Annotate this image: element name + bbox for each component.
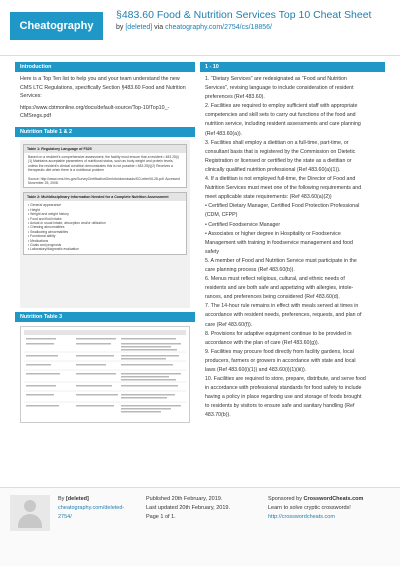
table-2-item: • Medications xyxy=(28,238,49,243)
footer-author-link[interactable]: cheatography.com/deleted-2754/ xyxy=(58,505,125,520)
table-1-caption: Table 1: Regulatory Language of F325 xyxy=(24,145,186,153)
table-2-item: • Laboratory/diagnostic evaluation xyxy=(28,247,79,252)
list-line: • Certified Dietary Manager, Certified Food Protection Professional xyxy=(205,203,360,210)
table-3-thumbnail xyxy=(21,327,189,423)
table-2 xyxy=(23,192,187,254)
footer-dates xyxy=(146,495,230,522)
intro-text: Here is a Top Ten list to help you and your team understand the new CMS LTC Regulations, specifically Section §483.60 Food and Nutrition Services: xyxy=(20,76,186,100)
list-line: rances, and preferences being considered (Ref 483.60(d). xyxy=(205,294,340,301)
nutrition-table-3-image xyxy=(20,326,190,423)
table-2-item: • General appearance xyxy=(28,203,62,208)
list-line: 6. Menus must reflect religious, cultural, and ethnic needs of xyxy=(205,276,345,283)
list-line: nutrition service, including resident assessments and care planning xyxy=(205,121,361,128)
table-2-item: • Chewing abnormalities xyxy=(28,225,65,230)
updated-date: Last updated 20th February, 2019. xyxy=(146,505,230,511)
list-line: meet applicable state requirements: (Ref 483.60(a)(2)) xyxy=(205,194,332,201)
list-line: safety xyxy=(205,248,220,255)
author-avatar xyxy=(10,495,50,531)
list-line: consultant basis that is registered by the Commission on Dietetic xyxy=(205,148,356,155)
list-line: (Ref 483.60(a)). xyxy=(205,130,243,137)
table-2-item: • Food and fluid intake xyxy=(28,216,62,221)
list-line: Registration or licensed or certified by the state as a dietitian or xyxy=(205,157,352,164)
footer-author-line xyxy=(58,495,120,504)
footer-author xyxy=(58,495,125,522)
list-line: producers, farmers or growers in accordance with state and local xyxy=(205,357,356,364)
section-heading-introduction: Introduction xyxy=(15,62,195,72)
list-line: clinically qualified nutrition professional (Ref 483.60(a)(1)). xyxy=(205,166,341,173)
list-line: residents and are both safe and appetizing with allergies, intole- xyxy=(205,285,354,292)
byline xyxy=(116,24,272,31)
list-line: 3. Facilities shall employ a dietitian on a full-time, part-time, or xyxy=(205,139,349,146)
list-line: • Certified Foodservice Manager xyxy=(205,221,281,228)
intro-link[interactable]: https://www.cbtmonline.org/docs/default-source/Top-10/Top10_-CMSregs.pdf xyxy=(20,104,170,120)
list-line: 8. Provisions for adaptive equipment continue to be provided in xyxy=(205,330,352,337)
list-line: accordance with the plan of care (Ref 483.60(g)). xyxy=(205,339,320,346)
table-2-item: • Goals and prognosis xyxy=(28,243,62,248)
page-header xyxy=(0,0,400,56)
sheet-link[interactable]: cheatography.com/2754/cs/18856/ xyxy=(165,24,272,31)
list-line: 483.70(b)). xyxy=(205,412,231,419)
list-line: care (Ref 483.60(f)). xyxy=(205,321,253,328)
list-line: care planning process (Ref 483.60(b)). xyxy=(205,266,295,273)
sponsor-line xyxy=(268,495,363,504)
list-line: 4. If a dietitian is not employed full-time, the Director of Food and xyxy=(205,176,356,183)
table-2-item: • Functional ability xyxy=(28,234,56,239)
page-title: §483.60 Food & Nutrition Services Top 10 Cheat Sheet xyxy=(116,9,372,21)
footer-by-label: By xyxy=(58,496,65,502)
table-1 xyxy=(23,144,187,188)
list-line: accordance with resident needs, preferences, requests, and plan of xyxy=(205,312,362,319)
sponsor-tagline: Learn to solve cryptic crosswords! xyxy=(268,505,351,511)
table-1-source: Source: http://www.cms.hhs.gov/SurveyCertificationGenInfo/downloads/SCLetter06-28.pdf. Accessed November 25, 2008. xyxy=(28,176,180,185)
cheatography-logo[interactable]: Cheatography xyxy=(10,12,103,40)
list-line: Nutrition Services must meet one of the following requirements and xyxy=(205,185,362,192)
sponsor-name[interactable]: CrosswordCheats.com xyxy=(303,496,364,502)
avatar-head-shape xyxy=(24,500,36,512)
table-1-body: Based on a resident's comprehensive assessment, the facility must ensure that a resident • 483.25(i)(1) Maintains acceptable parameters of nutritional status, such as body weight and protein levels, unless the resident's clinical condition demonstrates this is not possible • 483.25(i)(2) Receives a therapeutic diet when there is a nutritional problem xyxy=(28,154,179,173)
list-line: competencies and skill sets to carry out functions of the food and xyxy=(205,112,356,119)
sponsor-link[interactable]: http://crosswordcheats.com xyxy=(268,514,335,520)
page-count: Page 1 of 1. xyxy=(146,514,176,520)
footer-sponsor xyxy=(268,495,363,522)
avatar-body-shape xyxy=(18,514,42,528)
list-line: 7. The 14-hour rule remains in effect with meals served at times in xyxy=(205,303,359,310)
list-line: laws (Ref 483.60(i)(1)) and 483.60(i)(1)(iii)). xyxy=(205,367,307,373)
byline-by: by xyxy=(116,24,124,31)
top-ten-list xyxy=(200,72,385,424)
list-line: to residents by visitors to ensure safe and sanitary handling (Ref xyxy=(205,403,355,410)
list-line: 5. A member of Food and Nutrition Service must participate in the xyxy=(205,257,357,264)
list-line: in accordance with professional standards for food safety to include xyxy=(205,385,362,392)
list-line: 2. Facilities are required to employ sufficient staff with appropriate xyxy=(205,103,358,110)
list-line: 1. “Dietary Services” are redesignated as “Food and Nutrition xyxy=(205,76,347,82)
published-date: Published 20th February, 2019. xyxy=(146,496,223,502)
page-footer xyxy=(0,487,400,566)
left-column xyxy=(15,62,195,423)
nutrition-tables-image xyxy=(20,140,190,308)
table-2-caption: Table 2: Multidisciplinary Information Needed for a Complete Nutrition Assessment xyxy=(24,193,186,201)
list-line: • Associates or higher degree in Hospitality or Foodservice xyxy=(205,230,341,237)
section-heading-1-10: 1 - 10 xyxy=(200,62,385,72)
list-line: preferences (Ref 483.60). xyxy=(205,94,265,101)
footer-author-name[interactable]: [deleted] xyxy=(65,496,89,502)
table-2-item: • Actual or usual intake, absorption and/or utilization xyxy=(28,221,106,226)
sponsor-prefix: Sponsored by xyxy=(268,496,302,502)
table-2-list xyxy=(24,201,186,253)
section-heading-nutrition-table-3: Nutrition Table 3 xyxy=(15,312,195,322)
list-line: having a policy in place regarding use and storage of foods brought xyxy=(205,394,362,401)
list-line: (CDM, CFPP) xyxy=(205,212,238,219)
author-link[interactable]: [deleted] xyxy=(125,24,153,31)
section-heading-nutrition-table-1-2: Nutrition Table 1 & 2 xyxy=(15,127,195,137)
byline-via: via xyxy=(154,24,164,31)
list-line: 10. Facilities are required to store, prepare, distribute, and serve food xyxy=(205,376,366,383)
table-2-item: • Swallowing abnormalities xyxy=(28,229,69,234)
list-line: Management with training in foodservice management and food xyxy=(205,239,353,246)
table-2-item: • Weight and weight history xyxy=(28,212,69,217)
right-column xyxy=(200,62,385,424)
table-2-item: • Height xyxy=(28,207,40,212)
list-line: 9. Facilities may procure food directly from facility gardens, local xyxy=(205,348,354,355)
list-line: Services”, revising language to include consideration of resident xyxy=(205,85,354,92)
